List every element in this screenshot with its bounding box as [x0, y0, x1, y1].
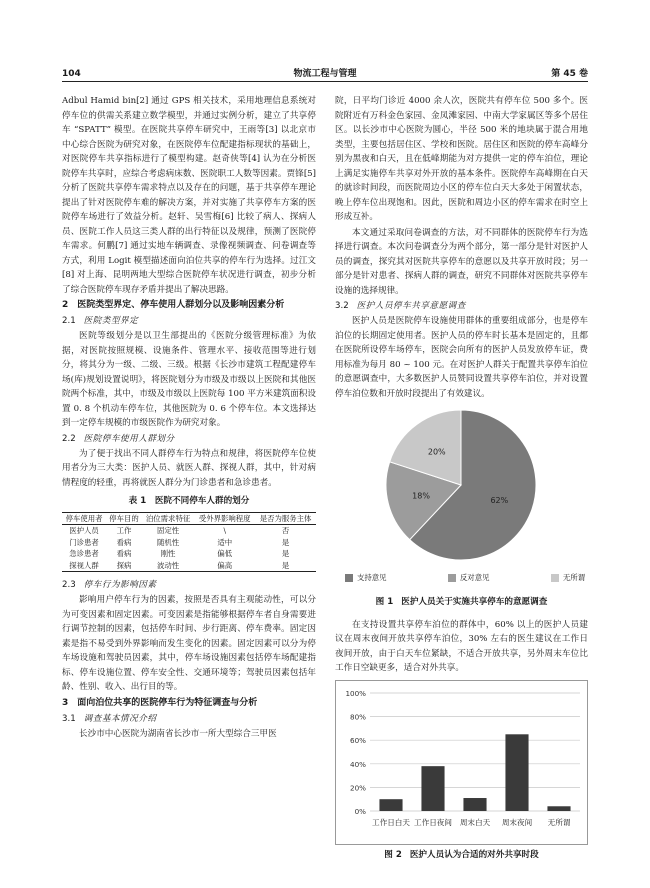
table-header: 受外界影响程度: [198, 513, 251, 523]
x-tick-label: 周末夜间: [501, 817, 533, 827]
table-row: [62, 560, 316, 572]
table-cell: 偏高: [217, 560, 233, 570]
legend-label: 无所谓: [562, 573, 585, 582]
y-tick-label: 20%: [350, 782, 366, 792]
subsection-heading: [62, 314, 316, 329]
table-cell: 随机性: [156, 537, 180, 547]
y-tick-label: 60%: [350, 735, 366, 745]
subsection-title: 医院停车使用人群划分: [83, 433, 175, 444]
y-tick-label: 80%: [350, 712, 366, 722]
subsection-title: 调查基本情况介绍: [83, 713, 157, 724]
table-header: 停车使用者: [65, 513, 103, 523]
bar: [421, 766, 444, 811]
table-row: [62, 537, 316, 549]
table-header: 泊位需求特征: [145, 513, 191, 523]
bar: [379, 799, 402, 811]
paragraph: 在支持设置共享停车泊位的群体中，60% 以上的医护人员建议在周末夜间开放共享停车泊位，30% 左右的医生建议在工作日夜间开放，由于白天车位紧缺，不适合开放共享，另外周末车位比工作日空缺更多，适合对外共享。: [335, 619, 588, 673]
figure-caption-text: 医护人员认为合适的对外共享时段: [409, 849, 539, 860]
x-tick-label: 无所谓: [547, 817, 571, 827]
bar: [505, 734, 528, 811]
section-heading: 3 面向泊位共享的医院停车行为特征调查与分析: [62, 697, 258, 708]
bar: [547, 806, 570, 811]
subsection-heading: [62, 432, 316, 447]
subsection-number: 2.2: [62, 433, 76, 444]
table-caption: [62, 494, 316, 509]
bar-chart-svg: [336, 681, 588, 845]
y-tick-label: 100%: [345, 688, 366, 698]
subsection-title: 医院类型界定: [83, 316, 139, 326]
subsection-title: 停车行为影响因素: [83, 580, 157, 590]
table-cell: 医护人员: [69, 526, 99, 535]
paragraph: 医护人员是医院停车设施使用群体的重要组成部分，也是停车泊位的长期固定使用者。医护人员的停车时长基本是固定的，且都在医院所设停车场停车，医院会向所有的医护人员发放停车证，费用标准为每月 80 ~ 100 元。在对医护人群关于配置共享停车泊位的意愿调查中，大多数医护人员赞同设置共享停车泊位，并对设置停车泊位数和开放时段提出了有效建议。: [335, 316, 588, 399]
legend-swatch: [448, 574, 456, 582]
subsection-number: 2.3: [62, 580, 76, 590]
section-heading: 2 医院类型界定、停车使用人群划分以及影响因素分析: [62, 300, 285, 310]
table-cell: 偏低: [217, 549, 233, 558]
volume-label: 第 45 卷: [551, 69, 588, 79]
table-cell: 是: [281, 549, 290, 558]
figure-number: 图 2: [384, 849, 402, 860]
subsection-number: 3.1: [62, 713, 76, 724]
table-cell: 急诊患者: [69, 549, 99, 558]
table-cell: 探视人群: [69, 560, 99, 570]
pie-legend: [345, 571, 585, 586]
table-cell: 固定性: [156, 526, 180, 535]
y-tick-label: 40%: [350, 759, 366, 769]
legend-label: 反对意见: [459, 573, 490, 582]
subsection-heading: [335, 299, 588, 314]
table-cell: 门诊患者: [69, 537, 99, 547]
x-tick-label: 工作日白天: [372, 817, 410, 827]
table-cell: 波动性: [156, 560, 180, 570]
legend-item: [551, 571, 585, 586]
subsection-number: 2.1: [62, 316, 76, 326]
y-tick-label: 0%: [354, 806, 366, 816]
right-column: [335, 94, 588, 870]
legend-swatch: [345, 574, 353, 582]
pie-data-label: 62%: [490, 496, 509, 506]
table-caption-number: 表 1: [128, 496, 147, 506]
figure-caption: [335, 848, 588, 863]
legend-item: [448, 571, 490, 586]
table-cell: 看病: [116, 537, 132, 547]
paragraph: 院，日平均门诊近 4000 余人次，医院共有停车位 500 多个。医院附近有万科金色家园、金凤滩家园、中南大学家属区等多个居住区。以长沙市中心医院为圆心，半径 500 米的地块属于混合用地类型，主要包括居住区、学校和医院。居住区和医院的停车高峰分别为黑夜和白天，且在低峰期能为对方提供一定的停车泊位，理论上满足实施停车共享对外开放的基本条件。医院停车高峰期在白天的就诊时间段，而医院周边小区的停车位白天大多处于闲置状态，晚上停车位出现饱和。因此，医院和周边小区的停车需求在时空上形成互补。: [335, 96, 588, 222]
paragraph: 影响用户停车行为的因素，按照是否具有主观能动性，可以分为可变因素和固定因素。可变因素是指能够根据停车者自身需要进行调节控制的因素，包括停车时间、步行距离、停车费率。固定因素是指不易受到外界影响而发生变化的因素。固定因素可以分为停车场设施和驾驶员因素，其中，停车场设施因素包括停车场配建指标、停车设施位置、停车安全性、交通环境等；驾驶员因素包括年龄、性别、收入、出行目的等。: [62, 595, 316, 692]
figure-bar-chart: [335, 680, 588, 845]
table-cell: 适中: [217, 537, 233, 547]
subsection-heading: [62, 578, 316, 593]
bar: [463, 798, 486, 811]
pie-chart-svg: [335, 405, 588, 565]
paragraph: Adbul Hamid bin[2] 通过 GPS 相关技术，采用地理信息系统对停车位的供需关系建立数学模型，并通过实例分析，建立了共享停车 “SPATT” 模型。在医院共享停车研究中，王雨等[3] 以北京市中心综合医院为研究对象，在医院停车位配建指标现状的基础上，对医院停车共享指标进行了模型构建。赵奇侠等[4] 认为在分析医院停车共享时，应综合考虑病床数、医院职工人数等因素。贾锋[5] 分析了医院共享停车需求特点以及存在的问题，基于共享停车理论提出了针对医院停车难的解决方案，并对实施了共享停车方案的医院停车场进行了效益分析。赵轩、吴雪梅[6] 比较了病人、探病人员、医院工作人员这三类人群的出行特征以及规律，预测了医院停车需求。何鹏[7] 通过实地车辆调查、录像视频调查、问卷调查等方式，利用 Logit 模型描述面向泊位共享的停车行为选择。过江文[8] 对上海、昆明两地大型综合医院停车状况进行调查，初步分析了综合医院停车现存矛盾并提出了解决思路。: [62, 96, 316, 295]
figure-caption: [335, 595, 588, 610]
table-cell: 刚性: [160, 549, 176, 558]
x-tick-label: 工作日夜间: [414, 817, 452, 827]
journal-title: 物流工程与管理: [293, 69, 357, 79]
left-column: [62, 94, 316, 742]
table-header: 停车目的: [109, 513, 139, 523]
legend-item: [345, 571, 387, 586]
pie-data-label: 18%: [412, 491, 430, 501]
table-cell: 看病: [116, 549, 132, 558]
paragraph: 医院等级划分是以卫生部提出的《医院分级管理标准》为依据，对医院按照规模、设施条件、管理水平、接收范围等进行划分，将其分为一级、二级、三级。根据《长沙市建筑工程配建停车场(库)规划设置说明》，将医院划分为市级及市级以上医院和其他医院两个标准，其中，市级及市级以上医院每 100 平方米建筑面积设置 0. 8 个机动车停车位，其他医院为 0. 6 个停车位。本文选择达到一定停车规模的市级医院作为研究对象。: [62, 331, 316, 428]
table-cell: 否: [281, 526, 290, 535]
table-cell: 工作: [116, 526, 132, 535]
figure-number: 图 1: [375, 597, 394, 607]
legend-swatch: [551, 574, 559, 582]
page-header: [62, 66, 588, 82]
paragraph: 本文通过采取问卷调查的方法，对不同群体的医院停车行为选择进行调查。本次问卷调查分为两个部分，第一部分是针对医护人员的调查，探究其对医院共享停车的意愿以及共享开放时段；另一部分是针对患者、探病人群的调查，研究不同群体对医院共享停车设施的选择规律。: [335, 227, 588, 296]
figure-pie-chart: [335, 405, 588, 585]
page-number: 104: [62, 69, 81, 79]
x-tick-label: 周末白天: [459, 817, 491, 827]
paragraph: 为了便于找出不同人群停车行为特点和规律，将医院停车位使用者分为三大类：医护人员、就医人群、探视人群，其中，针对病情程度的轻重，再将就医人群分为门诊患者和急诊患者。: [62, 448, 316, 488]
parking-groups-table: [62, 512, 316, 573]
table-row: [62, 525, 316, 537]
table-cell: 是: [281, 560, 290, 570]
paragraph: 长沙市中心医院为湖南省长沙市一所大型综合三甲医: [79, 728, 277, 739]
table-cell: \: [223, 526, 226, 535]
subsection-title: 医护人员停车共享意愿调查: [356, 301, 466, 311]
table-row: [62, 548, 316, 560]
table-cell: 探病: [116, 560, 132, 570]
subsection-heading: [62, 712, 316, 727]
table-cell: 是: [281, 537, 290, 547]
subsection-number: 3.2: [335, 301, 349, 311]
figure-caption-text: 医护人员关于实施共享停车的意愿调查: [401, 597, 548, 607]
legend-label: 支持意见: [357, 573, 387, 582]
pie-data-label: 20%: [427, 447, 446, 457]
table-header: 是否为服务主体: [259, 513, 312, 523]
table-header-row: [62, 512, 316, 525]
table-caption-text: 医院不同停车人群的划分: [154, 496, 250, 506]
